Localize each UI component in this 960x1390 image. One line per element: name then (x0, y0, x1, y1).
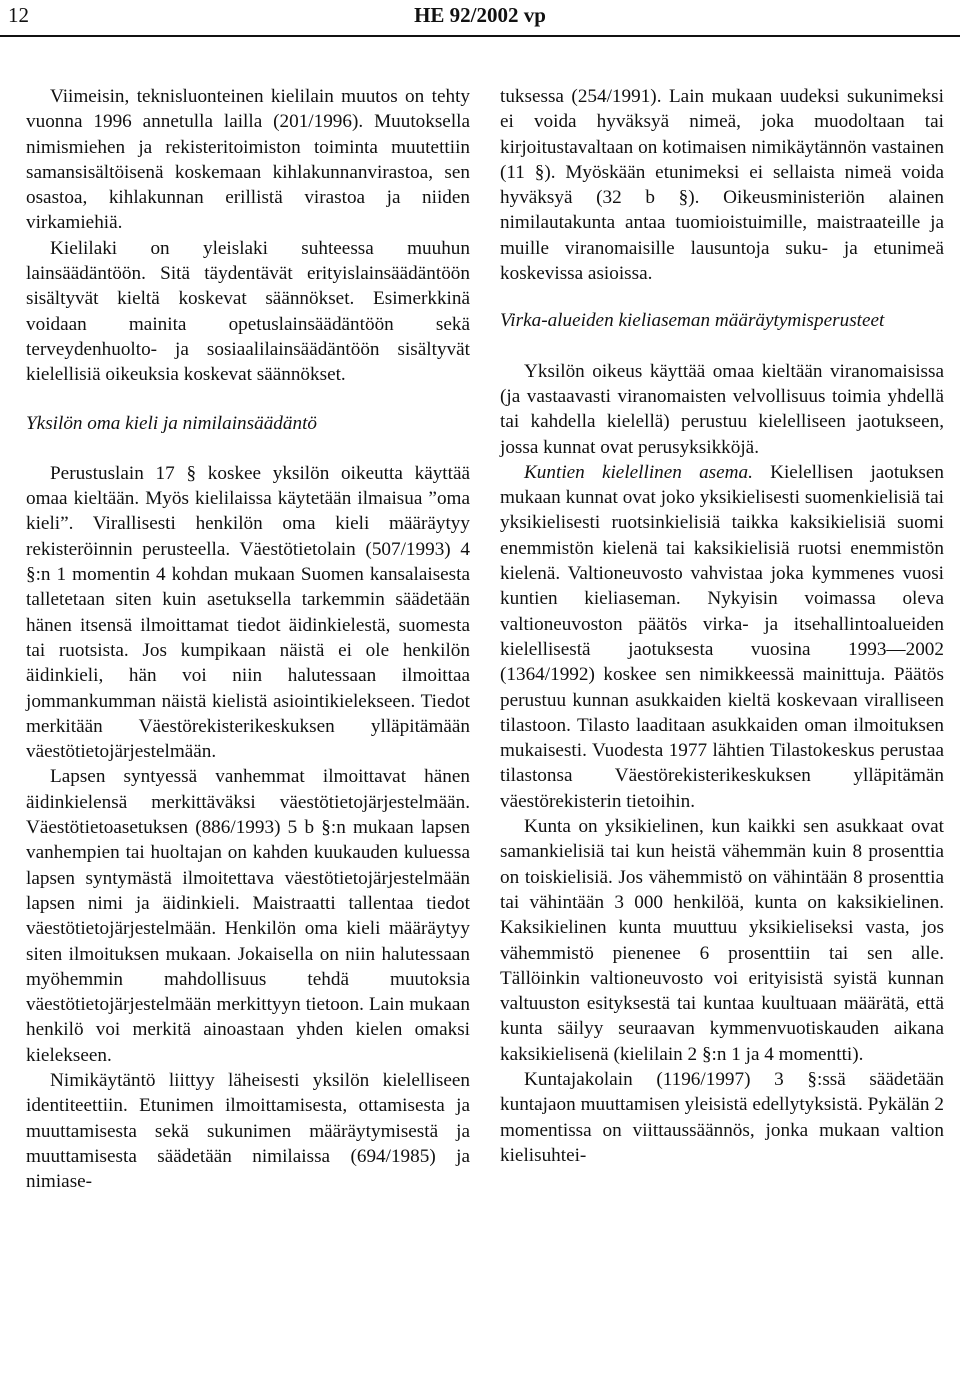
paragraph: Yksilön oikeus käyttää omaa kieltään viranomaisissa (ja vastaavasti viranomaisten velvollisuus toimia yhdellä tai kahdella kielellä) perustuu kielelliseen jaotukseen, jossa kunnat ovat perusyksikköjä. (500, 360, 944, 458)
page-number: 12 (8, 3, 29, 27)
paragraph: Lapsen syntyessä vanhemmat ilmoittavat hänen äidinkielensä merkittäväksi väestötietojärjestelmään. Väestötietoasetuksen (886/1993) 5 b §:n mukaan lapsen vanhempien tai huoltajan on kahden kuukauden kuluessa lapsen syntymästä ilmoitettava väestötietojärjestelmään lapsen nimi ja äidinkieli. Maistraatti tallentaa tiedot väestötietojärjestelmään. Henkilön oma kieli määräytyy siten ilmoituksen mukaan. Jokaisella on niin halutessaan myöhemmin mahdollisuus tehdä muutoksia väestötietojärjestelmään merkittyyn tietoon. Lain mukaan henkilö voi merkitä ainoastaan yhden kielen omaksi kielekseen. (26, 766, 470, 1066)
paragraph: Kuntajakolain (1196/1997) 3 §:ssä säädetään kuntajaon muuttamisen yleisistä edellytyksistä. Pykälän 2 momentissa on viittaussäännös, jonka mukaan valtion kielisuhtei- (500, 1068, 944, 1166)
page-header (0, 0, 960, 36)
document-identifier: HE 92/2002 vp (414, 3, 546, 27)
paragraph: Nimikäytäntö liittyy läheisesti yksilön kielelliseen identiteettiin. Etunimen ilmoittamisesta, ottamisesta ja muuttamisesta sekä sukunimen määräytymisestä ja muuttamisesta säädetään nimilaissa (694/1985) ja nimiase- (26, 1069, 470, 1193)
left-column (26, 84, 470, 1194)
right-column (500, 84, 944, 1168)
paragraph: Kielilaki on yleislaki suhteessa muuhun lainsäädäntöön. Sitä täydentävät erityislainsäädäntöön sisältyvät kieltä koskevat säännökset. Esimerkkinä voidaan mainita opetuslainsäädäntöön sekä terveydenhuolto- ja sosiaalilainsäädäntöön sisältyvät kielellisiä oikeuksia koskevat säännökset. (26, 237, 470, 386)
section-heading: Yksilön oma kieli ja nimilainsäädäntö (26, 412, 318, 434)
paragraph: Perustuslain 17 § koskee yksilön oikeutta käyttää omaa kieltään. Myös kielilaissa käytetään ilmaisua ”oma kieli”. Virallisesti henkilön oma kieli määräytyy rekisteröinnin perusteella. Väestötietolain (507/1993) 4 §:n 1 momentin 4 kohdan mukaan Suomen kansalaisesta talletetaan siten kuin asetuksella tarkemmin säädetään hänen itsensä ilmoittamat tiedot äidinkielestä, suomesta tai ruotsista. Jos kumpikaan näistä ei ole henkilön äidinkieli, hän voi niin halutessaan ilmoittaa jommankumman näistä kielistä asiointikielekseen. Tiedot merkitään Väestörekisterikeskuksen ylläpitämään väestötietojärjestelmään. (26, 462, 470, 763)
paragraph: Kunta on yksikielinen, kun kaikki sen asukkaat ovat samankielisiä tai kun heistä vähemmän kuin 8 prosenttia on toiskielisiä. Jos vähemmistö on vähintään 8 prosenttia tai vähintään 3 000 henkilöä, kunta on kaksikielinen. Kaksikielinen kunta muuttuu yksikieliseksi vasta, jos vähemmistö pienenee 6 prosenttiin tai sen alle. Tällöinkin valtioneuvosto voi erityisistä syistä kunnan valtuuston esityksestä tai kuntaa kuultuaan määrätä, että kunta säilyy seuraavan kymmenvuotiskauden aikana kaksikielisenä (kielilain 2 §:n 1 ja 4 momentti). (500, 816, 944, 1065)
header-rule (0, 35, 960, 37)
paragraph-lead-heading: Kuntien kielellinen asema. (524, 461, 753, 483)
paragraph: Viimeisin, teknisluonteinen kielilain muutos on tehty vuonna 1996 annetulla lailla (201/1996). Muutoksella nimismiehen ja rekisteritoimiston toiminta muutettiin samansisältöisenä koskemaan kihlakunnanvirastoa, sen osastoa, kihlakunnan erillistä virastoa ja niiden virkamiehiä. (26, 86, 470, 234)
paragraph-body: Kielellisen jaotuksen mukaan kunnat ovat joko yksikielisesti suomenkielisiä tai yksikielisesti ruotsinkielisiä taikka kaksikielisiä suomi enemmistön kielenä tai kaksikielisiä ruotsi enemmistön kielenä. Valtioneuvosto vahvistaa joka kymmenes vuosi kuntien kieliaseman. Nykyisin voimassa oleva valtioneuvoston päätös virka- ja itsehallintoalueiden kielellisestä jaotuksesta vuosina 1993—2002 (1364/1992) koskee sen nimikkeessä mainittuja. Päätös perustuu kunnan asukkaiden kieltä koskevaan viralliseen tilastoon. Tilasto laaditaan asukkaiden oman ilmoituksen mukaisesti. Vuodesta 1977 lähtien Tilastokeskus perustaa tilastonsa Väestörekisterikeskuksen ylläpitämän väestörekisterin tietoihin. (500, 461, 944, 812)
section-heading: Virka-alueiden kieliaseman määräytymisperusteet (500, 310, 885, 332)
paragraph: tuksessa (254/1991). Lain mukaan uudeksi sukunimeksi ei voida hyväksyä nimeä, joka muodoltaan tai kirjoitustavaltaan on kotimaisen nimikäytännön vastainen (11 §). Myöskään etunimeksi ei sellaista nimeä voida hyväksyä (32 b §). Oikeusministeriön alainen nimilautakunta antaa tuomioistuimille, maistraateille ja muille viranomaisille lausuntoja suku- ja etunimeä koskevissa asioissa. (500, 86, 944, 285)
paragraph (500, 460, 944, 814)
